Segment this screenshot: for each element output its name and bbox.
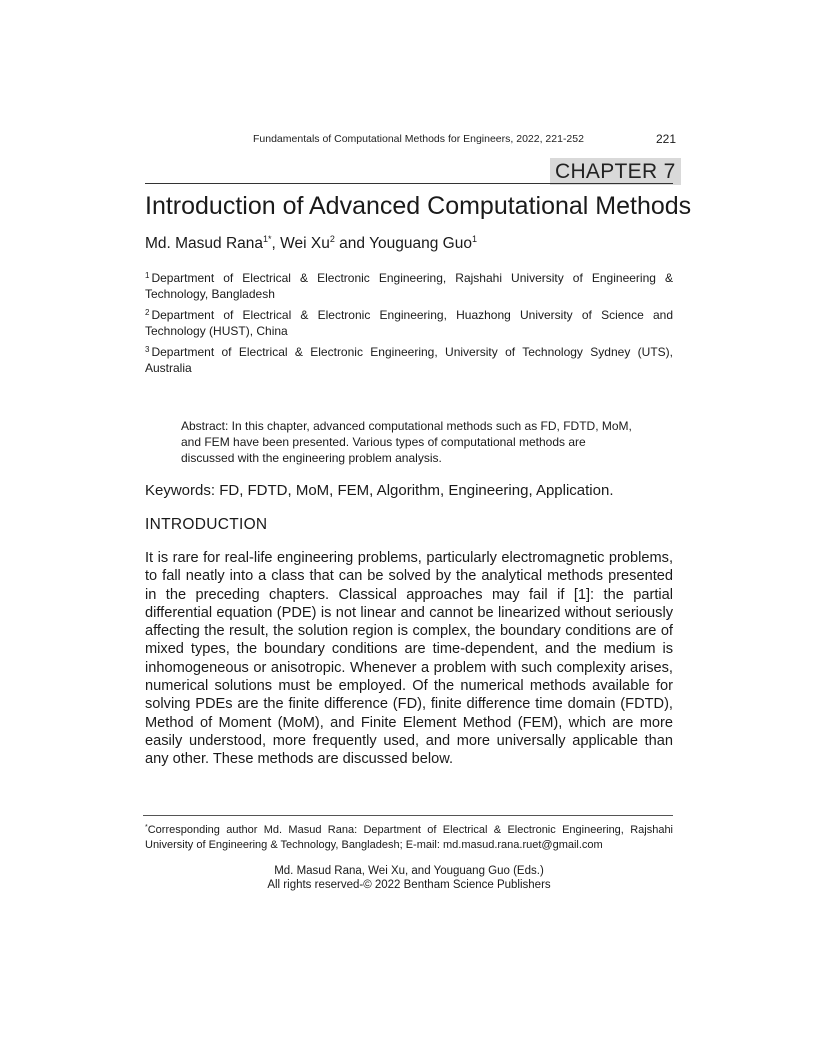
- affiliation-number: 3: [145, 345, 150, 354]
- footnote-mark: *: [145, 824, 148, 831]
- author-name: Youguang Guo: [369, 235, 472, 252]
- page-number: 221: [656, 132, 677, 146]
- affiliation: [145, 268, 673, 302]
- footnote-text: Corresponding author Md. Masud Rana: Department of Electrical & Electronic Engineering, Rajshahi University of Engineering & Technology, Bangladesh; E-mail: md.masud.rana.ruet@gmail.com: [145, 824, 673, 851]
- affiliation-text: Department of Electrical & Electronic Engineering, University of Technology Sydney (UTS), Australia: [145, 345, 673, 375]
- affiliation: [145, 305, 673, 339]
- footnote: [145, 820, 673, 853]
- author-separator: and: [334, 235, 370, 252]
- footnote-rule: [143, 815, 673, 816]
- section-heading: INTRODUCTION: [145, 516, 268, 533]
- author-affiliation-mark: 1: [471, 234, 477, 244]
- affiliation-number: 2: [145, 308, 150, 317]
- affiliation: [145, 342, 673, 376]
- chapter-rule: [145, 183, 673, 184]
- author-name: Wei Xu: [280, 235, 330, 252]
- affiliation-number: 1: [145, 271, 150, 280]
- affiliation-text: Department of Electrical & Electronic Engineering, Huazhong University of Science and Technology (HUST), China: [145, 308, 673, 338]
- abstract: Abstract: In this chapter, advanced computational methods such as FD, FDTD, MoM, and FEM have been presented. Various types of computational methods are discussed with the engineering problem analysis.: [181, 419, 632, 465]
- running-head: Fundamentals of Computational Methods for Engineers, 2022, 221-252: [253, 133, 584, 145]
- author-affiliation-mark: 2: [329, 234, 335, 244]
- author-name: Md. Masud Rana: [145, 235, 264, 252]
- publisher-block: [145, 864, 673, 892]
- author-separator: ,: [271, 235, 281, 252]
- chapter-label: CHAPTER 7: [550, 158, 681, 185]
- affiliation-text: Department of Electrical & Electronic Engineering, Rajshahi University of Engineering & Technology, Bangladesh: [145, 271, 673, 301]
- keywords: Keywords: FD, FDTD, MoM, FEM, Algorithm, Engineering, Application.: [145, 482, 614, 499]
- editors-line: Md. Masud Rana, Wei Xu, and Youguang Guo (Eds.): [274, 865, 544, 877]
- author-affiliation-mark: 1*: [263, 234, 272, 244]
- chapter-title: Introduction of Advanced Computational Methods: [145, 192, 692, 220]
- author-line: [145, 234, 477, 253]
- body-paragraph: It is rare for real-life engineering problems, particularly electromagnetic problems, to fall neatly into a class that can be solved by the analytical methods presented in the preceding chapters. Classical approaches may fail if [1]: the partial differential equation (PDE) is not linear and cannot be linearized without seriously affecting the result, the solution region is complex, the boundary conditions are of mixed types, the boundary conditions are time-dependent, and the medium is inhomogeneous or anisotropic. Whenever a problem with such complexity arises, numerical solutions must be employed. Of the numerical methods available for solving PDEs are the finite difference (FD), finite difference time domain (FDTD), Method of Moment (MoM), and Finite Element Method (FEM), which are more easily understood, more frequently used, and more universally applicable than any other. These methods are discussed below.: [145, 550, 673, 768]
- rights-line: All rights reserved-© 2022 Bentham Science Publishers: [267, 879, 551, 891]
